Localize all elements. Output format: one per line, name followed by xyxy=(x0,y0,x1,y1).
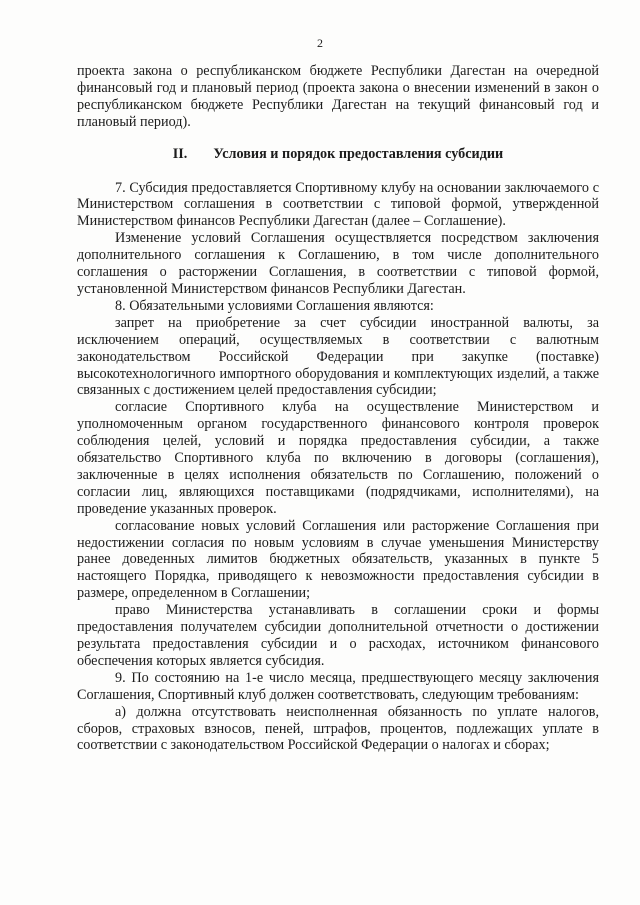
condition-new-terms: согласование новых условий Соглашения или расторжение Соглашения при недостижении согласия по новым условиям в случае уменьшения Министерству ранее доведенных лимитов бюджетных обязательств, указанных в пункте 5 настоящего Порядка, приводящего к невозможности предоставления субсидии в размере, определенном в Соглашении; xyxy=(77,517,599,602)
condition-inspection-consent: согласие Спортивного клуба на осуществление Министерством и уполномоченным органом государственного финансового контроля проверок соблюдения целей, условий и порядка предоставления субсидии, а также обязательство Спортивного клуба по включению в договоры (соглашения), заключенные в целях исполнения обязательств по Соглашению, положений о согласии лиц, являющихся поставщиками (подрядчиками, исполнителями), на проведение указанных проверок. xyxy=(77,399,599,517)
section-heading xyxy=(77,146,599,163)
requirement-a: а) должна отсутствовать неисполненная обязанность по уплате налогов, сборов, страховых взносов, пеней, штрафов, процентов, подлежащих уплате в соответствии с законодательством Российской Федерации о налогах и сборах; xyxy=(77,703,599,754)
section-number: II. xyxy=(172,145,188,162)
paragraph-9: 9. По состоянию на 1-е число месяца, предшествующего месяцу заключения Соглашения, Спортивный клуб должен соответствовать, следующим требованиям: xyxy=(77,669,599,703)
condition-reporting-right: право Министерства устанавливать в соглашении сроки и формы предоставления получателем субсидии дополнительной отчетности о достижении результата предоставления субсидии и о расходах, источником финансового обеспечения которых является субсидия. xyxy=(77,602,599,669)
section-title: Условия и порядок предоставления субсидии xyxy=(213,145,504,162)
paragraph-8: 8. Обязательными условиями Соглашения являются: xyxy=(115,297,434,314)
continuation-paragraph: проекта закона о республиканском бюджете Республики Дагестан на очередной финансовый год и плановый период (проекта закона о внесении изменений в закон о республиканском бюджете Республики Дагестан на текущий финансовый год и плановый период). xyxy=(77,63,599,130)
condition-currency-ban: запрет на приобретение за счет субсидии иностранной валюты, за исключением операций, осуществляемых в соответствии с валютным законодательством Российской Федерации при закупке (поставке) высокотехнологичного импортного оборудования и комплектующих изделий, а также связанных с достижением целей предоставления субсидии; xyxy=(77,314,599,399)
paragraph-7: 7. Субсидия предоставляется Спортивному клубу на основании заключаемого с Министерством соглашения в соответствии с типовой формой, утвержденной Министерством финансов Республики Дагестан (далее – Соглашение). xyxy=(77,179,599,230)
page-number: 2 xyxy=(317,36,323,50)
document-body xyxy=(77,63,599,754)
paragraph-amendment: Изменение условий Соглашения осуществляется посредством заключения дополнительного соглашения к Соглашению, в том числе дополнительного соглашения о расторжении Соглашения, в соответствии с типовой формой, установленной Министерством финансов Республики Дагестан. xyxy=(77,230,599,297)
